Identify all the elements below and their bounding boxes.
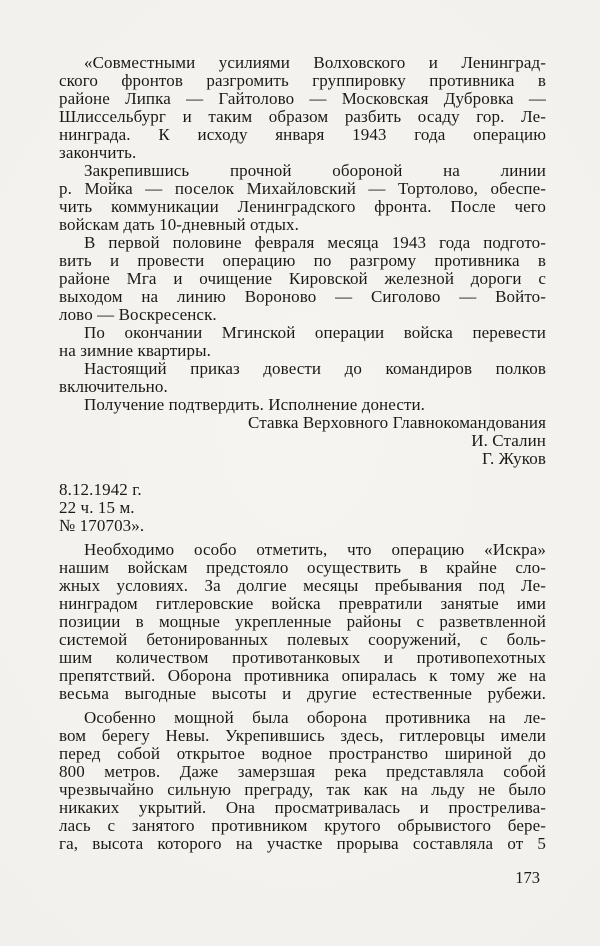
text-line: Настоящий приказ довести до командиров полков: [84, 359, 546, 378]
text-line: позиции в мощные укрепленные районы с разветвленной: [59, 612, 546, 631]
text-line: 22 ч. 15 м.: [59, 498, 135, 517]
text-line: жных условиях. За долгие месяцы пребывания под Ле-: [59, 576, 546, 595]
text-line: включительно.: [59, 377, 168, 396]
text-line: районе Липка — Гайтолово — Московская Дубровка —: [59, 89, 546, 108]
page-text-block: [59, 54, 546, 853]
text-line: весьма выгодные высоты и другие естественные рубежи.: [59, 684, 546, 703]
page-number: 173: [515, 868, 540, 887]
text-line: га, высота которого на участке прорыва составляла от 5: [59, 834, 546, 853]
text-line: Особенно мощной была оборона противника на ле-: [84, 708, 546, 727]
text-line: войскам дать 10-дневный отдых.: [59, 215, 299, 234]
text-line: шим количеством противотанковых и противопехотных: [59, 648, 546, 667]
text-line: р. Мойка — поселок Михайловский — Тортолово, обеспе-: [59, 179, 546, 198]
text-line: лово — Воскресенск.: [59, 305, 217, 324]
text-line: Г. Жуков: [481, 449, 546, 468]
text-line: чить коммуникации Ленинградского фронта. После чего: [59, 197, 546, 216]
text-line: И. Сталин: [471, 431, 546, 450]
text-line: нинграда. К исходу января 1943 года операцию: [59, 125, 546, 144]
text-line: выходом на линию Вороново — Сиголово — Войто-: [59, 287, 546, 306]
text-line: 800 метров. Даже замерзшая река представляла собой: [59, 762, 546, 781]
text-line: Необходимо особо отметить, что операцию «Искра»: [84, 540, 546, 559]
text-line: никаких укрытий. Она просматривалась и прострелива-: [59, 798, 546, 817]
text-line: чрезвычайно сильную преграду, так как на льду не было: [59, 780, 546, 799]
text-line: нашим войскам предстояло осуществить в крайне сло-: [59, 558, 546, 577]
text-line: вить и провести операцию по разгрому противника в: [59, 251, 546, 270]
text-line: ского фронтов разгромить группировку противника в: [59, 71, 546, 90]
text-line: Шлиссельбург и таким образом разбить осаду гор. Ле-: [59, 107, 546, 126]
text-line: вом берегу Невы. Укрепившись здесь, гитлеровцы имели: [59, 726, 546, 745]
text-line: «Совместными усилиями Волховского и Ленинград-: [84, 53, 546, 72]
text-line: 8.12.1942 г.: [59, 480, 142, 499]
text-line: нинградом гитлеровские войска превратили занятые ими: [59, 594, 546, 613]
text-line: лась с занятого противником крутого обрывистого бере-: [59, 816, 546, 835]
text-line: системой бетонированных полевых сооружений, с боль-: [59, 630, 546, 649]
text-line: Закрепившись прочной обороной на линии: [84, 161, 546, 180]
text-line: В первой половине февраля месяца 1943 года подгото-: [84, 233, 546, 252]
text-line: на зимние квартиры.: [59, 341, 211, 360]
text-line: Получение подтвердить. Исполнение донести.: [84, 395, 426, 414]
text-line: перед собой открытое водное пространство шириной до: [59, 744, 546, 763]
text-line: № 170703».: [59, 516, 145, 535]
text-line: препятствий. Оборона противника опиралась к тому же на: [59, 666, 546, 685]
text-line: Ставка Верховного Главнокомандования: [248, 413, 546, 432]
text-line: По окончании Мгинской операции войска перевести: [84, 323, 546, 342]
text-line: закончить.: [59, 143, 137, 162]
text-line: районе Мга и очищение Кировской железной дороги с: [59, 269, 546, 288]
